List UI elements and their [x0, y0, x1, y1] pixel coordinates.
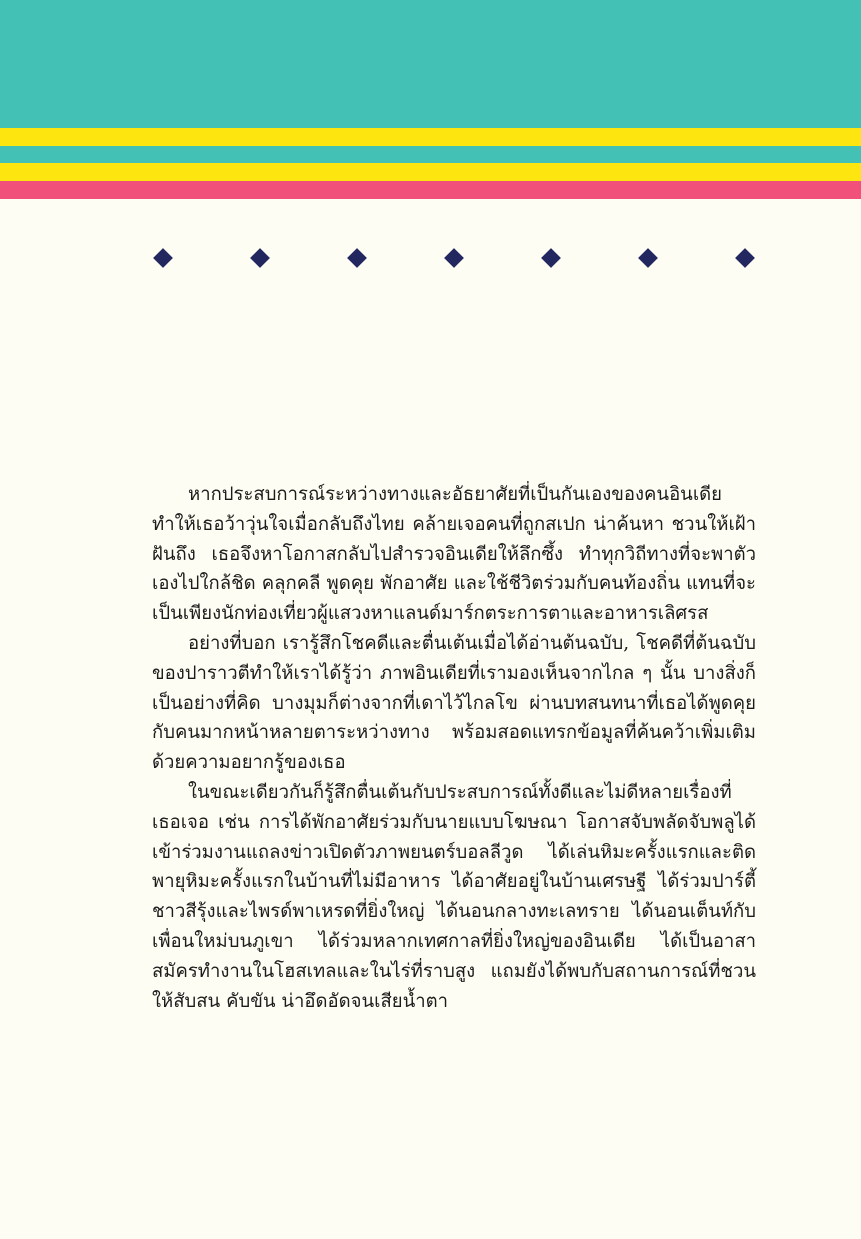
stripe-teal-middle — [0, 146, 861, 163]
diamond-icon — [444, 248, 464, 268]
diamond-icon — [638, 248, 658, 268]
stripe-yellow-bottom — [0, 163, 861, 181]
diamond-ornament-row — [0, 248, 861, 268]
body-text — [152, 480, 756, 1016]
paragraph-3: ในขณะเดียวกันก็รู้สึกตื่นเต้นกับประสบการณ์ทั้งดีและไม่ดีหลายเรื่องที่เธอเจอ เช่น การได้พักอาศัยร่วมกับนายแบบโฆษณา โอกาสจับพลัดจับพลูได้เข้าร่วมงานแถลงข่าวเปิดตัวภาพยนตร์บอลลีวูด ได้เล่นหิมะครั้งแรกและติดพายุหิมะครั้งแรกในบ้านที่ไม่มีอาหาร ได้อาศัยอยู่ในบ้านเศรษฐี ได้ร่วมปาร์ตี้ชาวสีรุ้งและไพรด์พาเหรดที่ยิ่งใหญ่ ได้นอนกลางทะเลทราย ได้นอนเต็นท์กับเพื่อนใหม่บนภูเขา ได้ร่วมหลากเทศกาลที่ยิ่งใหญ่ของอินเดีย ได้เป็นอาสาสมัครทำงานในโฮสเทลและในไร่ที่ราบสูง แถมยังได้พบกับสถานการณ์ที่ชวนให้สับสน คับขัน น่าอึดอัดจนเสียน้ำตา — [152, 781, 756, 1012]
paragraph-2: อย่างที่บอก เรารู้สึกโชคดีและตื่นเต้นเมื่อได้อ่านต้นฉบับ, โชคดีที่ต้นฉบับของปาราวตีทำให้เราได้รู้ว่า ภาพอินเดียที่เรามองเห็นจากไกล ๆ นั้น บางสิ่งก็เป็นอย่างที่คิด บางมุมก็ต่างจากที่เดาไว้ไกลโข ผ่านบทสนทนาที่เธอได้พูดคุยกับคนมากหน้าหลายตาระหว่างทาง พร้อมสอดแทรกข้อมูลที่ค้นคว้าเพิ่มเติมด้วยความอยากรู้ของเธอ — [152, 632, 756, 774]
diamond-icon — [541, 248, 561, 268]
header-band-teal — [0, 0, 861, 128]
paragraph-1: หากประสบการณ์ระหว่างทางและอัธยาศัยที่เป็นกันเองของคนอินเดียทำให้เธอว้าวุ่นใจเมื่อกลับถึงไทย คล้ายเจอคนที่ถูกสเปก น่าค้นหา ชวนให้เฝ้าฝันถึง เธอจึงหาโอกาสกลับไปสำรวจอินเดียให้ลึกซึ้ง ทำทุกวิถีทางที่จะพาตัวเองไปใกล้ชิด คลุกคลี พูดคุย พักอาศัย และใช้ชีวิตร่วมกับคนท้องถิ่น แทนที่จะเป็นเพียงนักท่องเที่ยวผู้แสวงหาแลนด์มาร์กตระการตาและอาหารเลิศรส — [152, 484, 756, 625]
stripe-yellow-top — [0, 128, 861, 146]
stripe-pink — [0, 181, 861, 199]
diamond-icon — [347, 248, 367, 268]
diamond-icon — [735, 248, 755, 268]
diamond-icon — [250, 248, 270, 268]
diamond-icon — [153, 248, 173, 268]
